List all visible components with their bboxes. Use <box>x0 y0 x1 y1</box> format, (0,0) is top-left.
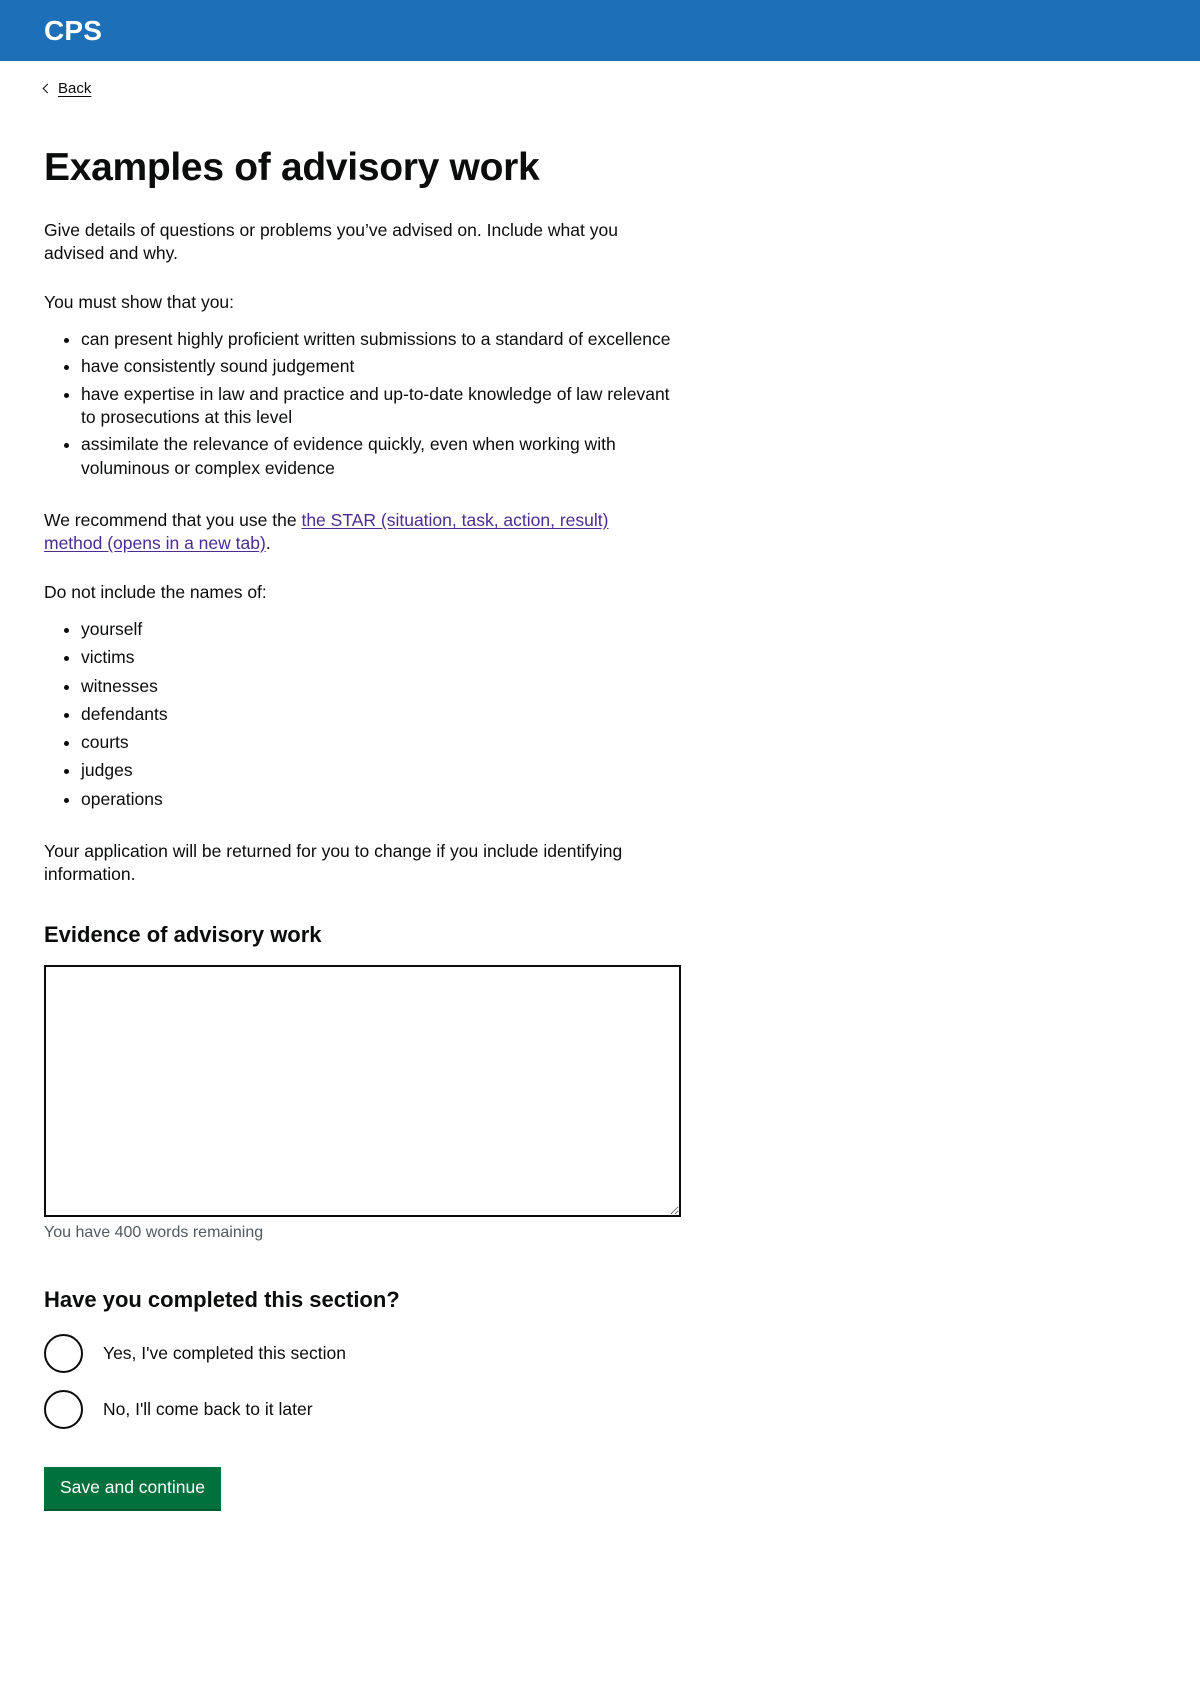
identifying-info-warning: Your application will be returned for you to change if you include identifying information. <box>44 840 623 884</box>
list-item: • have expertise in law and practice and up-to-date knowledge of law relevant to prosecutions at this level <box>81 383 684 430</box>
list-item: • victims <box>81 646 684 669</box>
radio-circle-icon[interactable] <box>44 1334 83 1373</box>
list-item: • assimilate the relevance of evidence quickly, even when working with voluminous or complex evidence <box>81 433 684 480</box>
must-show-lead: You must show that you: <box>44 292 235 313</box>
cps-logo[interactable]: CPS <box>44 14 103 46</box>
list-item: • defendants <box>81 703 684 726</box>
word-count-hint: You have 400 words remaining <box>44 1224 264 1242</box>
list-item: • can present highly proficient written submissions to a standard of excellence <box>81 328 684 351</box>
do-not-include-list <box>44 618 684 811</box>
page-title: Examples of advisory work <box>44 146 540 189</box>
back-link-row <box>0 61 1200 97</box>
evidence-textarea[interactable] <box>44 965 681 1217</box>
list-item: • yourself <box>81 618 684 641</box>
evidence-field-wrap <box>44 965 716 1243</box>
completed-section-heading: Have you completed this section? <box>44 1287 400 1313</box>
evidence-heading: Evidence of advisory work <box>44 922 322 948</box>
site-header-inner <box>0 14 103 46</box>
list-item: • courts <box>81 731 684 754</box>
save-and-continue-button[interactable]: Save and continue <box>44 1467 221 1512</box>
list-item: • judges <box>81 759 684 782</box>
must-show-list <box>44 328 684 480</box>
radio-option-no[interactable] <box>44 1387 716 1433</box>
completed-section-radio-group <box>44 1331 716 1433</box>
back-link-label: Back <box>58 80 92 97</box>
back-link[interactable] <box>44 81 91 96</box>
star-method-link[interactable]: the STAR (situation, task, action, result) method (opens in a new tab) <box>44 509 609 553</box>
radio-option-yes[interactable] <box>44 1331 716 1377</box>
radio-option-no-label: No, I'll come back to it later <box>103 1398 313 1419</box>
main-content <box>0 147 760 1571</box>
radio-option-yes-label: Yes, I've completed this section <box>103 1342 346 1363</box>
intro-paragraph: Give details of questions or problems you’ve advised on. Include what you advised and why. <box>44 219 618 263</box>
list-item: • operations <box>81 788 684 811</box>
do-not-include-lead: Do not include the names of: <box>44 581 267 602</box>
list-item: • have consistently sound judgement <box>81 355 684 378</box>
star-prefix-text: We recommend that you use the <box>44 509 302 530</box>
chevron-left-icon <box>43 84 53 94</box>
star-method-paragraph <box>44 509 669 555</box>
list-item: • witnesses <box>81 675 684 698</box>
radio-circle-icon[interactable] <box>44 1390 83 1429</box>
form-actions <box>44 1467 716 1572</box>
site-header <box>0 0 1200 61</box>
star-suffix-text: . <box>265 532 271 553</box>
